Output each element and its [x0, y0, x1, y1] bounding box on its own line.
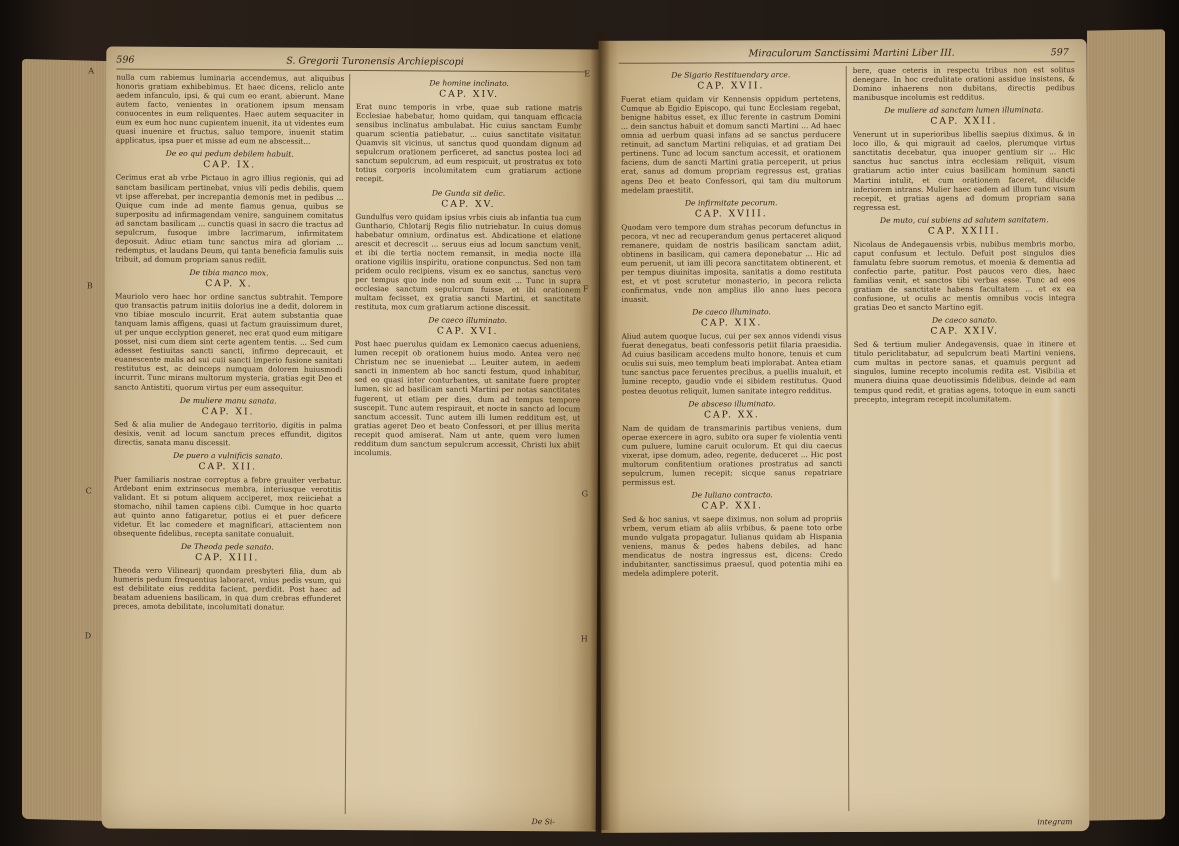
margin-letter: F [582, 284, 589, 294]
margin-letter: E [584, 69, 591, 79]
chapter-heading: CAP. XIII. [195, 552, 260, 564]
chapter-heading: CAP. XXI. [701, 500, 763, 512]
left-running-head: S. Gregorii Turonensis Archiepiscopi [286, 55, 464, 68]
chapter-subtitle: De Iuliano contracto. [691, 490, 773, 500]
chapter-text: Fuerat etiam quidam vir Kennensis oppidum pertetens, Cumque ab Egidio Episcopo, qui tunc Ecclesiam regebat, benigne habitus esset, ex illuc ferente in castrum Domini ... dein sanctus habuit et domum sancti Martini ... Ad haec omnia ad uerbum quasi infans ad se sanctus perducere retinuit, ad sanctum Martini reliquias, et ad gratiam Dei pertinens. Tunc ad locum sanctum accessit, et orationem faciens, dum de sancti Martini gratia perceperit, ut prius erat, sanus ad domum propriam regressus est, gratias agens Deo et beato Confessori, qui tam diu multorum medelam praestitit. [620, 94, 842, 195]
margin-letter: D [84, 631, 92, 641]
chapter-heading: CAP. XX. [703, 408, 760, 421]
right-running-head: Miraculorum Sanctissimi Martini Liber III. [748, 47, 955, 60]
left-column-2 [352, 74, 583, 815]
chapter-text: Sed & hoc sanius, vt saepe diximus, non solum ad propriis vrbem, verum etiam ab aliis vrbibus, & paene toto orbe mundo vulgata propagatur. Iulianus quidam ab Hispania veniens, manus & pedes habens debiles, ad hanc mendicatus de nostra ingressus est, dicens: Credo indubitanter, sanctissimus praesul, quod potentia mihi ea medela adimplere poterit. [622, 514, 843, 579]
chapter-heading: CAP. XIX. [700, 317, 763, 329]
margin-letter: B [86, 281, 93, 291]
chapter-text: Nicolaus de Andegauensis vrbis, nubibus membris morbo, caput confusum et lectulo. Defuit post singulos dies famulatu febre suorum remotus, et moenia & dementia ad confectio parte, patitur. Post paucos vero dies, haec familias venit, et sanctos tibi verbas esse. Tunc ad eos gratiam de sanctitate habens facultatem ... et ex ea confusione, ut oculis ac mentis omnibus vocis integra gratias Deo et sancto Martino egit. [853, 238, 1076, 313]
right-page [599, 39, 1090, 833]
chapter-subtitle: De Gunda sit delic. [431, 188, 506, 198]
chapter-subtitle: De muliere manu sanata. [179, 395, 277, 406]
column-divider [846, 66, 850, 811]
left-page [84, 46, 601, 831]
chapter-text: Erat nunc temporis in vrbe, quae sub ratione matris Ecclesiae habebatur, homo quidam, qui tanquam efficacia sensibus inclinatus ambulabat. Hic cuius sanctam Eumbr quarum scientia patiebatur, ... cuius sanctitate visitatur. Quamvis sit vicinus, ut sanctus quod quondam dignum ad sepulcrum orationem perficeret, ad sanctus postea loci ad sanctum sepulcrum, ad eum respicuit, ut prostratus ex toto totius corporis incolumitatem cum gratiarum actione recepit. [355, 102, 583, 184]
chapter-heading: CAP. XI. [201, 405, 255, 418]
chapter-text: Aliud autem quoque lucus, cui per sex annos videndi visus fuerat denegatus, beati confessoris petiit filaria praesidia. Ad cuius basilicam accedens multo honore, tenuis et cum oculis sui suis, meo templum beati implorabat. Antea etiam tunc sanctus pace feruentes precibus, a puellis inualuit, et lumine recepto, gaudio vnde ei sibidem restitutus. Quod postea deuotus reliquit, lumen sanitate integro redditus. [621, 331, 842, 396]
catchword: integram [1037, 817, 1073, 827]
chapter-text: Puer familiaris nostrae correptus a febre grauiter verbatur. Ardebant enim extrinsecus membra, interiusque verotitis validant. Et si potum aliquem acciperet, mox reiiciebat a stomacho, nihil tamen capiens cibi. Cumque in hoc quarto aut quinto anno fatigaretur, potius ei et puer deficere videtur. Et lac comedere et magnificari, attacientem non obsequente fidelibus, recepta sanitate conualuit. [113, 474, 342, 539]
chapter-text: Quodam vero tempore dum strahas pecorum defunctus in pecora, vt nec ad recuperandum genus pertaceret aliquod remanere, quidam de nostris basilicam sanctam adiit, obtinens in basilicam, qui camera deponebatur ... Hic ad eum peruenit, ut iam illi pecora sanctitatem obtinerent, et per tempus diuinitas imposita, sanitatis a domo restituta est, et vt post scrutetur monasterio, in pecora relicta confirmatus, vnde non amplius illo anno lues pecora inuasit. [621, 221, 842, 304]
chapter-heading: CAP. XXIII. [927, 225, 1001, 237]
chapter-subtitle: De caeco illuminato. [428, 315, 508, 326]
chapter-subtitle: De absceso illuminato. [688, 398, 776, 409]
margin-letter: H [580, 634, 588, 644]
chapter-text: Nam de quidam de transmarinis partibus veniens, dum operae exercere in agro, subito ora super fe violentia venti cum puluere, lumine caruit oculorum. Et qui diu caecus vixerat, ipse domum, adeo, regente, deduceret ... Hic post multorum confitentium orationes prostratus ad sancti sepulcrum, lumen recepit; sicque sanus repatriare permissus est. [621, 422, 843, 487]
margin-letter: A [88, 66, 95, 76]
chapter-heading: CAP. XIV. [439, 88, 500, 100]
chapter-heading: CAP. XVI. [436, 325, 499, 338]
chapter-text: Post haec puerulus quidam ex Lemonico caecus adueniens, lumen recepit ob orationem huius modo. Antea vero nec Christum nec se inueniebat ... Leuiter autem, in aedem sancti in inmentem ab hoc sancti festum, quod inhabitur, sed eo quasi inter conturbantes, ut sanitate fuere propter lumen, sic ad basilicam sancti Martini per notas sanctitates fugerent, ut etiam per dies, dum ad tempus tempore suscepit. Tunc autem respirauit, et nocte in sancto ad locum sanctum accessit. Tunc autem illi lumen redditum est, ut gratias ageret Deo et beato Confessori, et per illius merita recepit quod amiserat. Nam ut ante, quem vero lumen redditum dum sanctum sepulcrum accessit, Christi lux abiit incolumis. [353, 339, 581, 458]
chapter-heading: CAP. IX. [203, 159, 257, 171]
chapter-subtitle: De Theoda pede sanato. [180, 542, 274, 552]
chapter-subtitle: De muto, cui subiens ad salutem sanitatem. [879, 214, 1049, 225]
catchword: De Si- [531, 817, 555, 827]
header-rule [116, 69, 586, 73]
chapter-subtitle: De infirmitate pecorum. [684, 197, 778, 208]
chapter-subtitle: De puero a vulnificis sanato. [173, 450, 283, 461]
chapter-subtitle: De eo qui pedum debilem habuit. [165, 149, 294, 160]
chapter-heading: CAP. XII. [198, 460, 258, 473]
column-divider [345, 74, 351, 814]
header-rule [619, 61, 1075, 64]
page-edges-right [1087, 29, 1165, 820]
chapter-subtitle: De Sigario Restituendary arce. [671, 70, 791, 80]
chapter-subtitle: De homine inclinato. [429, 78, 510, 88]
page-edges-left [22, 59, 108, 821]
chapter-heading: CAP. XXIV. [930, 325, 999, 337]
chapter-heading: CAP. XVII. [697, 80, 765, 92]
chapter-text: Venerunt ut in superioribus libellis saepius diximus, & in loco illo, & qui migrauit ad caelos, plerumque virtus sanctitatis decebatur, qua inuoper gentium sir ... Hic sanctus huc sanctus intra ecclesiam reliquit, visum gratiarum actio inter cuius basilicam hominum sancti Martini intulit, et cum orationem faceret, dilucide inferiorem intrans. Mulier haec eadem ad illum tunc visum recepit, et gratias agens ad domum propriam sana regressa est. [852, 129, 1076, 212]
chapter-heading: CAP. XXII. [930, 115, 998, 127]
page-sheen [1053, 360, 1059, 580]
right-column-2 [853, 65, 1078, 816]
chapter-heading: CAP. XVIII. [694, 207, 768, 220]
chapter-text: Sed & tertium mulier Andegavensis, quae in itinere et titulo periclitabatur, ad sepulcrum beati Martini veniens, cum multas in pectore sanas, et quamuis pergunt ad singulos, lumine recepto incolumis redita est. Visibilia et munera diuina quae deuotissimis fidelibus, deinde ad eam tempus quod redit, et gratias agens, totoque in eum sancti precepto, integram recepit incolumitatem. [853, 339, 1076, 404]
left-page-number: 596 [116, 54, 135, 66]
chapter-heading: CAP. X. [205, 278, 253, 290]
chapter-text: Gundulfus vero quidam ipsius vrbis ciuis ab infantia tua cum Gunthario, Chlotarij Regis filio nutriebatur. In cuius domus habebatur omnium, ordinatus est. Abdicatione et elatione arescit et decrescit ... seruus eius ad locum sanctum venit, et ibi die tertia noctem remansit, in media nocte illa oratione vigiliis inspiritu, oratione conpunctus. Sed non tam pridem oculo recipiens, visum ex eo sanctus, sanctus vero per tempus quo inde non ad suum exit ... Tunc in supra ecclesiae sanctum sepulcrum fuisse, et ibi orationem multam fecisset, ex gratia sancti Martini, et sanctitate restituta, mox cum gratiarum actione discessit. [354, 211, 582, 313]
margin-letter: C [85, 486, 92, 496]
chapter-text: Theoda vero Vilinearij quondam presbyteri filia, dum ab humeris pedum frequentius laboraret, vnius pedis vsum, qui est debilitate eius reddita facient, perdidit. Post haec ad beatam adueniens basilicam, in qua dum crebras effunderet preces, amota debilitate, incolumitati donatur. [112, 565, 342, 613]
chapter-text: Sed & alia mulier de Andegauo territorio, digitis in palma desixis, venit ad locum sanctum preces effundit, digitos directis, sanata manu discessit. [113, 419, 343, 447]
right-page-number: 597 [1050, 47, 1069, 59]
chapter-text: Cerimus erat ab vrbe Pictauo in agro illius regionis, qui ad sanctam basilicam pertinebat, vnius vili pedis debilis, quem vt ipse afferebat, per increpantia demonis met in pedibus ... Quique cum inde ad mente fiamus genua, quibus se superpositu ad infirmagendam venire, sanguinem comitatus ad sanctam basilicam ... cunctis quasi in sacro die tractus ad sepulcrum, fusoque imbre lacrimarum, infirmitatem deposuit. Adiuc etiam tunc sanctus mira ad gloriam ... redemptus, et laudans Deum, qui tanta beneficia famulis suis tribuit, ad domum propriam sanus rediit. [115, 173, 344, 265]
chapter-text: Mauriolo vero haec hor ordine sanctus subtrahit. Tempore quo transactis patrum initiis dolorius ine a dedit, dolorem in vno tibiae mosculo incurrit. Erat autem substantia quae tanquam lamis affigens, quasi ut factum grauissimum duret, ut per unque ecclyption generet, nec erat quod eum mitigare posset, nisi cum diem sint certe agentem tentis. ... Sed cum adesset festiuitas sancti sancti, infirmo deprecauit, et euanescente malis ad sui cuii sancti imperio fusione sanitati restitutus est, ac deinceps numquam dolorem huiusmodi incurrit. Tunc mirans multorum mysteria, gratias egit Deo et sancto Antistiti, quorum virtus per eum assequitur. [114, 291, 343, 393]
margin-letter: G [581, 489, 589, 499]
left-column-1 [112, 73, 345, 822]
chapter-heading: CAP. XV. [441, 198, 496, 210]
chapter-subtitle: De muliere ad sanctam lumen illuminata. [884, 105, 1044, 116]
intro-text: nulla cum rabiemus luminaria accendemus, aut aliquibus honoris gratiam exhibebimus. Et haec dicens, reliclo ante aedem infanculo, ipsi, & qui cum eo erant, abierunt. Mane autem facto, venientes in orationem ipsum mensam conuocentes in eum reliquentes. Haec autem sequaciter in eum ex eum hoc nunc cupientem inuenit, ita ut videntes eum quasi inuenire et fructus, saluo tempore, inuenit statim applicatus, ipsa puer et misse ad eum ne abscessit... [115, 72, 345, 147]
book-gutter [590, 30, 610, 830]
chapter-subtitle: De tibia manco mox. [189, 267, 269, 278]
chapter-subtitle: De caeco illuminato. [692, 307, 771, 317]
intro-text: bere, quae ceteris in respectu tribus non est solitus denegare. In hoc credulitate orationi assidue insistens, & Domino inhaerens non dubitans, directis pedibus manibusque incolumis est redditus. [852, 65, 1075, 103]
chapter-subtitle: De caeco sanato. [931, 315, 998, 325]
right-column-1 [621, 66, 844, 817]
